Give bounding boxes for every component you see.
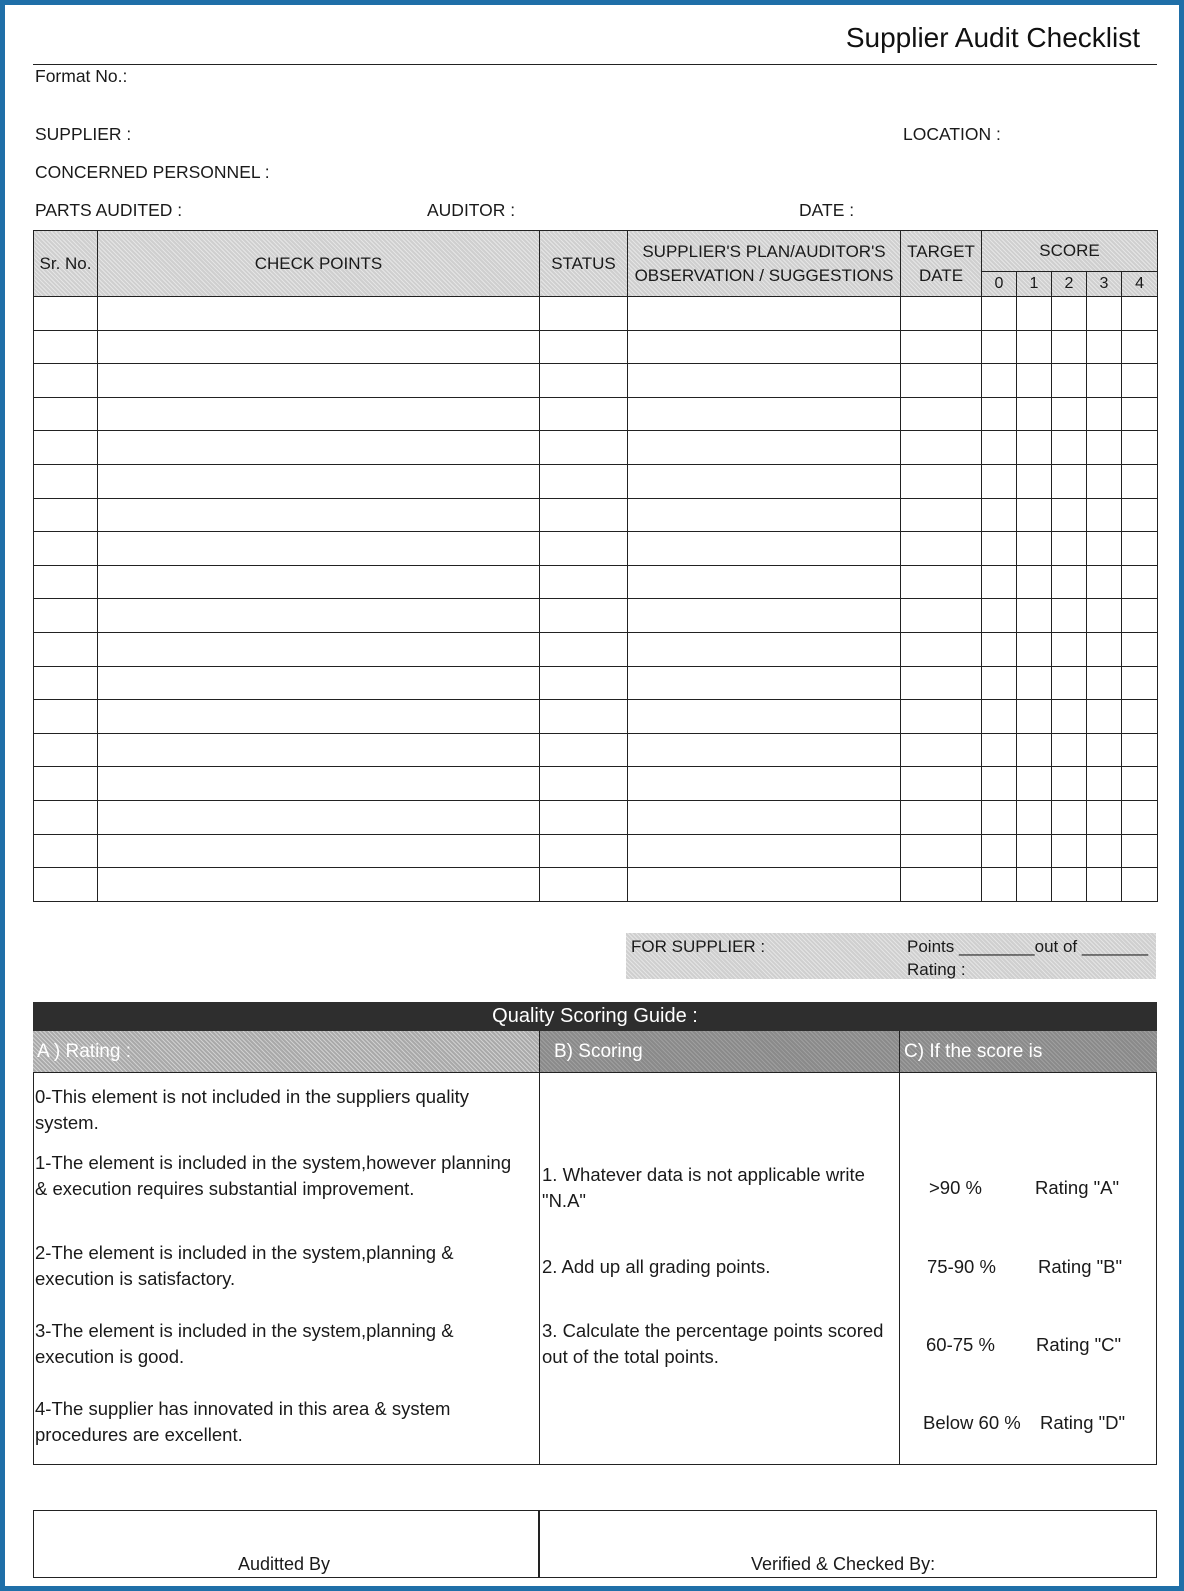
supplier-summary-box — [626, 933, 1156, 979]
score-cell-3[interactable] — [1087, 800, 1122, 834]
status-cell[interactable] — [540, 330, 628, 364]
score-cell-4[interactable] — [1122, 700, 1158, 734]
check-point-cell[interactable] — [98, 599, 540, 633]
target-date-cell[interactable] — [901, 767, 982, 801]
checklist-table — [33, 230, 1158, 902]
guide-header-scoring: B) Scoring — [540, 1031, 900, 1073]
sr-no-cell[interactable] — [34, 397, 98, 431]
status-cell[interactable] — [540, 431, 628, 465]
observation-cell[interactable] — [628, 800, 901, 834]
scoring-step-1: 1. Whatever data is not applicable write "N.A" — [542, 1164, 865, 1211]
table-row — [34, 632, 1158, 666]
observation-cell[interactable] — [628, 297, 901, 331]
audited-by-label: Auditted By — [238, 1554, 331, 1574]
score-cell-3[interactable] — [1087, 464, 1122, 498]
page-title: Supplier Audit Checklist — [845, 22, 1140, 53]
table-row — [34, 464, 1158, 498]
score-cell-0[interactable] — [982, 330, 1017, 364]
target-date-cell[interactable] — [901, 297, 982, 331]
check-point-cell[interactable] — [98, 700, 540, 734]
rating-item-2: 2-The element is included in the system,planning & execution is satisfactory. — [35, 1242, 454, 1289]
score-cell-0[interactable] — [982, 297, 1017, 331]
score-cell-2[interactable] — [1052, 800, 1087, 834]
score-cell-0[interactable] — [982, 532, 1017, 566]
check-point-cell[interactable] — [98, 297, 540, 331]
target-date-cell[interactable] — [901, 532, 982, 566]
score-level-2: 2 — [1052, 272, 1087, 297]
scoring-step-3: 3. Calculate the percentage points scored out of the total points. — [542, 1320, 884, 1367]
auditor-label: AUDITOR : — [427, 200, 516, 220]
score-cell-1[interactable] — [1017, 532, 1052, 566]
check-point-cell[interactable] — [98, 733, 540, 767]
score-cell-0[interactable] — [982, 599, 1017, 633]
guide-divider-2 — [899, 1073, 900, 1465]
score-cell-0[interactable] — [982, 431, 1017, 465]
observation-cell[interactable] — [628, 364, 901, 398]
score-cell-3[interactable] — [1087, 297, 1122, 331]
status-cell[interactable] — [540, 834, 628, 868]
score-cell-3[interactable] — [1087, 397, 1122, 431]
rating-range-d: Below 60 % — [923, 1412, 1021, 1433]
observation-cell[interactable] — [628, 565, 901, 599]
status-cell[interactable] — [540, 464, 628, 498]
rating-item-1: 1-The element is included in the system,however planning & execution requires substantial improvement. — [35, 1152, 512, 1199]
rating-grade-a: Rating "A" — [1035, 1177, 1120, 1198]
target-date-cell[interactable] — [901, 498, 982, 532]
sr-no-cell[interactable] — [34, 431, 98, 465]
sr-no-cell[interactable] — [34, 700, 98, 734]
score-cell-2[interactable] — [1052, 397, 1087, 431]
observation-cell[interactable] — [628, 666, 901, 700]
score-cell-1[interactable] — [1017, 431, 1052, 465]
sr-no-cell[interactable] — [34, 599, 98, 633]
score-cell-1[interactable] — [1017, 632, 1052, 666]
score-cell-4[interactable] — [1122, 431, 1158, 465]
score-cell-3[interactable] — [1087, 868, 1122, 902]
rating-item-0: 0-This element is not included in the suppliers quality system. — [35, 1086, 469, 1133]
score-cell-0[interactable] — [982, 397, 1017, 431]
checklist-body — [34, 297, 1158, 902]
observation-cell[interactable] — [628, 868, 901, 902]
check-point-cell[interactable] — [98, 498, 540, 532]
score-level-0: 0 — [982, 272, 1017, 297]
check-point-cell[interactable] — [98, 666, 540, 700]
col-header-score: SCORE — [982, 231, 1158, 272]
table-row — [34, 431, 1158, 465]
sr-no-cell[interactable] — [34, 297, 98, 331]
target-date-cell[interactable] — [901, 632, 982, 666]
score-cell-3[interactable] — [1087, 330, 1122, 364]
score-cell-4[interactable] — [1122, 297, 1158, 331]
score-cell-1[interactable] — [1017, 599, 1052, 633]
verified-by-label: Verified & Checked By: — [751, 1554, 936, 1574]
sr-no-cell[interactable] — [34, 868, 98, 902]
score-cell-1[interactable] — [1017, 834, 1052, 868]
table-row — [34, 800, 1158, 834]
score-cell-4[interactable] — [1122, 397, 1158, 431]
score-cell-0[interactable] — [982, 464, 1017, 498]
score-cell-3[interactable] — [1087, 532, 1122, 566]
score-cell-4[interactable] — [1122, 330, 1158, 364]
score-cell-2[interactable] — [1052, 498, 1087, 532]
score-cell-3[interactable] — [1087, 834, 1122, 868]
title-rule — [33, 64, 1157, 65]
score-level-4: 4 — [1122, 272, 1158, 297]
score-cell-2[interactable] — [1052, 599, 1087, 633]
score-cell-2[interactable] — [1052, 565, 1087, 599]
col-header-sr-no: Sr. No. — [34, 231, 98, 297]
target-date-cell[interactable] — [901, 868, 982, 902]
score-cell-3[interactable] — [1087, 767, 1122, 801]
score-cell-2[interactable] — [1052, 700, 1087, 734]
sr-no-cell[interactable] — [34, 632, 98, 666]
score-cell-3[interactable] — [1087, 364, 1122, 398]
check-point-cell[interactable] — [98, 464, 540, 498]
score-cell-3[interactable] — [1087, 700, 1122, 734]
check-point-cell[interactable] — [98, 868, 540, 902]
points-field[interactable]: Points ________out of _______ — [907, 937, 1149, 956]
rating-item-4: 4-The supplier has innovated in this area & system procedures are excellent. — [35, 1398, 451, 1445]
score-cell-1[interactable] — [1017, 364, 1052, 398]
score-cell-0[interactable] — [982, 364, 1017, 398]
observation-cell[interactable] — [628, 397, 901, 431]
sr-no-cell[interactable] — [34, 834, 98, 868]
rating-range-b: 75-90 % — [927, 1256, 996, 1277]
table-row — [34, 767, 1158, 801]
score-cell-2[interactable] — [1052, 733, 1087, 767]
rating-grade-d: Rating "D" — [1040, 1412, 1126, 1433]
status-cell[interactable] — [540, 364, 628, 398]
score-cell-2[interactable] — [1052, 868, 1087, 902]
observation-cell[interactable] — [628, 700, 901, 734]
status-cell[interactable] — [540, 397, 628, 431]
score-cell-1[interactable] — [1017, 733, 1052, 767]
target-date-cell[interactable] — [901, 330, 982, 364]
col-header-observation — [628, 231, 901, 297]
parts-audited-label: PARTS AUDITED : — [35, 200, 183, 220]
sr-no-cell[interactable] — [34, 800, 98, 834]
score-cell-0[interactable] — [982, 565, 1017, 599]
rating-grade-c: Rating "C" — [1036, 1334, 1122, 1355]
score-cell-1[interactable] — [1017, 565, 1052, 599]
table-row — [34, 364, 1158, 398]
check-point-cell[interactable] — [98, 397, 540, 431]
status-cell[interactable] — [540, 767, 628, 801]
score-cell-4[interactable] — [1122, 868, 1158, 902]
observation-cell[interactable] — [628, 498, 901, 532]
sr-no-cell[interactable] — [34, 565, 98, 599]
observation-cell[interactable] — [628, 330, 901, 364]
score-cell-4[interactable] — [1122, 565, 1158, 599]
score-cell-2[interactable] — [1052, 767, 1087, 801]
status-cell[interactable] — [540, 666, 628, 700]
observation-cell[interactable] — [628, 632, 901, 666]
col-header-check-points: CHECK POINTS — [98, 231, 540, 297]
concerned-personnel-label: CONCERNED PERSONNEL : — [35, 162, 270, 182]
score-cell-3[interactable] — [1087, 565, 1122, 599]
col-header-observation-line1: SUPPLIER'S PLAN/AUDITOR'S — [642, 241, 886, 261]
observation-cell[interactable] — [628, 767, 901, 801]
score-cell-1[interactable] — [1017, 464, 1052, 498]
score-cell-2[interactable] — [1052, 632, 1087, 666]
target-date-cell[interactable] — [901, 733, 982, 767]
sr-no-cell[interactable] — [34, 464, 98, 498]
table-row — [34, 330, 1158, 364]
sr-no-cell[interactable] — [34, 532, 98, 566]
check-point-cell[interactable] — [98, 431, 540, 465]
score-cell-4[interactable] — [1122, 632, 1158, 666]
score-cell-1[interactable] — [1017, 666, 1052, 700]
score-cell-1[interactable] — [1017, 767, 1052, 801]
status-cell[interactable] — [540, 700, 628, 734]
score-cell-2[interactable] — [1052, 532, 1087, 566]
sr-no-cell[interactable] — [34, 364, 98, 398]
table-row — [34, 700, 1158, 734]
table-row — [34, 397, 1158, 431]
score-cell-4[interactable] — [1122, 364, 1158, 398]
score-cell-4[interactable] — [1122, 599, 1158, 633]
score-cell-4[interactable] — [1122, 498, 1158, 532]
score-cell-2[interactable] — [1052, 364, 1087, 398]
score-level-1: 1 — [1017, 272, 1052, 297]
score-cell-0[interactable] — [982, 700, 1017, 734]
observation-cell[interactable] — [628, 599, 901, 633]
rating-range-a: >90 % — [929, 1177, 982, 1198]
observation-cell[interactable] — [628, 464, 901, 498]
target-date-cell[interactable] — [901, 397, 982, 431]
score-cell-4[interactable] — [1122, 532, 1158, 566]
col-header-target-line2: DATE — [918, 265, 964, 285]
score-cell-1[interactable] — [1017, 700, 1052, 734]
score-cell-3[interactable] — [1087, 431, 1122, 465]
score-cell-1[interactable] — [1017, 397, 1052, 431]
score-level-3: 3 — [1087, 272, 1122, 297]
score-cell-1[interactable] — [1017, 330, 1052, 364]
score-cell-3[interactable] — [1087, 599, 1122, 633]
score-cell-2[interactable] — [1052, 297, 1087, 331]
check-point-cell[interactable] — [98, 565, 540, 599]
score-cell-3[interactable] — [1087, 666, 1122, 700]
target-date-cell[interactable] — [901, 599, 982, 633]
target-date-cell[interactable] — [901, 431, 982, 465]
status-cell[interactable] — [540, 868, 628, 902]
score-cell-0[interactable] — [982, 666, 1017, 700]
score-cell-4[interactable] — [1122, 666, 1158, 700]
score-cell-3[interactable] — [1087, 632, 1122, 666]
check-point-cell[interactable] — [98, 632, 540, 666]
sr-no-cell[interactable] — [34, 733, 98, 767]
status-cell[interactable] — [540, 632, 628, 666]
score-cell-0[interactable] — [982, 498, 1017, 532]
table-row — [34, 532, 1158, 566]
score-cell-3[interactable] — [1087, 733, 1122, 767]
target-date-cell[interactable] — [901, 834, 982, 868]
score-cell-0[interactable] — [982, 733, 1017, 767]
target-date-cell[interactable] — [901, 666, 982, 700]
observation-cell[interactable] — [628, 834, 901, 868]
location-label: LOCATION : — [903, 124, 1001, 144]
sr-no-cell[interactable] — [34, 498, 98, 532]
check-point-cell[interactable] — [98, 767, 540, 801]
score-cell-3[interactable] — [1087, 498, 1122, 532]
score-cell-1[interactable] — [1017, 800, 1052, 834]
score-cell-2[interactable] — [1052, 834, 1087, 868]
score-cell-4[interactable] — [1122, 767, 1158, 801]
score-cell-4[interactable] — [1122, 464, 1158, 498]
for-supplier-label: FOR SUPPLIER : — [631, 937, 766, 956]
status-cell[interactable] — [540, 532, 628, 566]
check-point-cell[interactable] — [98, 532, 540, 566]
guide-header-if-score: C) If the score is — [900, 1031, 1157, 1073]
score-cell-1[interactable] — [1017, 297, 1052, 331]
target-date-cell[interactable] — [901, 700, 982, 734]
table-row — [34, 599, 1158, 633]
table-row — [34, 498, 1158, 532]
col-header-observation-line2: OBSERVATION / SUGGESTIONS — [634, 265, 894, 285]
table-row — [34, 297, 1158, 331]
score-cell-1[interactable] — [1017, 868, 1052, 902]
target-date-cell[interactable] — [901, 364, 982, 398]
guide-title: Quality Scoring Guide : — [33, 1002, 1157, 1031]
status-cell[interactable] — [540, 498, 628, 532]
score-cell-2[interactable] — [1052, 464, 1087, 498]
rating-grade-b: Rating "B" — [1038, 1256, 1123, 1277]
score-cell-4[interactable] — [1122, 800, 1158, 834]
score-cell-1[interactable] — [1017, 498, 1052, 532]
table-row — [34, 565, 1158, 599]
sr-no-cell[interactable] — [34, 666, 98, 700]
target-date-cell[interactable] — [901, 464, 982, 498]
status-cell[interactable] — [540, 297, 628, 331]
table-row — [34, 834, 1158, 868]
guide-header-rating: A ) Rating : — [33, 1031, 540, 1073]
target-date-cell[interactable] — [901, 565, 982, 599]
rating-item-3: 3-The element is included in the system,planning & execution is good. — [35, 1320, 454, 1367]
check-point-cell[interactable] — [98, 330, 540, 364]
score-cell-0[interactable] — [982, 868, 1017, 902]
table-row — [34, 868, 1158, 902]
score-cell-2[interactable] — [1052, 330, 1087, 364]
status-cell[interactable] — [540, 800, 628, 834]
observation-cell[interactable] — [628, 733, 901, 767]
observation-cell[interactable] — [628, 532, 901, 566]
score-cell-4[interactable] — [1122, 834, 1158, 868]
scoring-step-2: 2. Add up all grading points. — [542, 1256, 771, 1277]
score-cell-4[interactable] — [1122, 733, 1158, 767]
col-header-target-date — [901, 231, 982, 297]
check-point-cell[interactable] — [98, 800, 540, 834]
status-cell[interactable] — [540, 733, 628, 767]
observation-cell[interactable] — [628, 431, 901, 465]
score-cell-0[interactable] — [982, 632, 1017, 666]
score-cell-2[interactable] — [1052, 666, 1087, 700]
table-row — [34, 733, 1158, 767]
table-row — [34, 666, 1158, 700]
score-cell-0[interactable] — [982, 800, 1017, 834]
guide-divider-1 — [539, 1073, 540, 1465]
status-cell[interactable] — [540, 565, 628, 599]
supplier-label: SUPPLIER : — [35, 124, 132, 144]
col-header-status: STATUS — [540, 231, 628, 297]
score-cell-0[interactable] — [982, 834, 1017, 868]
col-header-target-line1: TARGET — [907, 241, 975, 261]
sr-no-cell[interactable] — [34, 767, 98, 801]
date-label: DATE : — [799, 200, 855, 220]
format-no-label: Format No.: — [35, 66, 128, 86]
check-point-cell[interactable] — [98, 834, 540, 868]
rating-label: Rating : — [907, 960, 966, 979]
target-date-cell[interactable] — [901, 800, 982, 834]
rating-range-c: 60-75 % — [926, 1334, 995, 1355]
score-cell-2[interactable] — [1052, 431, 1087, 465]
score-cell-0[interactable] — [982, 767, 1017, 801]
status-cell[interactable] — [540, 599, 628, 633]
check-point-cell[interactable] — [98, 364, 540, 398]
sr-no-cell[interactable] — [34, 330, 98, 364]
